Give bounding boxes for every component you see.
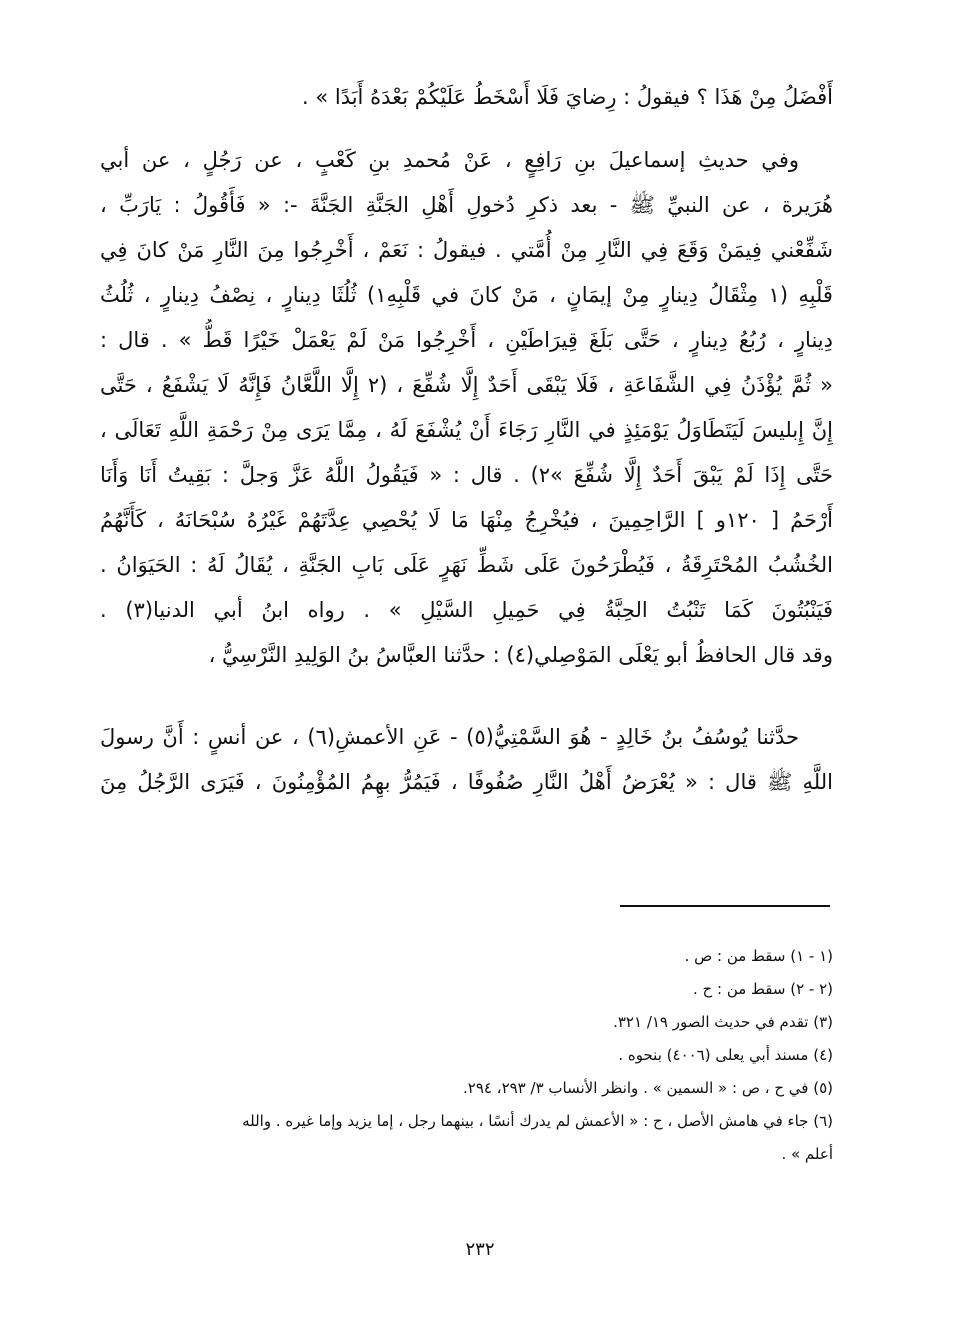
- text-line-7: « ثُمَّ يُؤْذَنُ فِي الشَّفَاعَةِ ، فَلَا يَبْقَى أَحَدٌ إِلَّا شُفِّعَ ، (٢ إِلَّا اللَّعَّانُ فَإِنَّهُ لَا يَشْفَعُ ، حَتَّى: [100, 373, 833, 397]
- footnote-5: (٥) في ح ، ص : « السمين » . وانظر الأنساب ٣/ ٢٩٣، ٢٩٤.: [463, 1079, 833, 1097]
- text-line-1: أَفْضَلُ مِنْ هَذَا ؟ فيقولُ : رِضايَ فَلَا أَسْخَطُ عَلَيْكُمْ بَعْدَهُ أَبَدًا » .: [301, 85, 833, 109]
- text-line-11: الخُشُبُ المُحْتَرِقَةُ ، فَيُطْرَحُونَ عَلَى شَطِّ نَهَرٍ عَلَى بَابِ الجَنَّةِ ، يُقَالُ لَهُ : الحَيَوَانُ .: [100, 553, 833, 577]
- text-line-3: هُرَيرة ، عن النبيِّ ﷺ - بعد ذكرِ دُخولِ أَهْلِ الجَنَّةِ الجَنَّةَ -: « فَأَقُولُ : يَارَبِّ ،: [100, 193, 833, 217]
- text-line-5: قَلْبِهِ (١ مِثْقَالُ دِينارٍ مِنْ إيمَانٍ ، مَنْ كانَ في قَلْبِهِ١) ثُلُثَا دِينارٍ ، نِصْفُ دِينارٍ ، ثُلُثُ: [100, 283, 833, 307]
- text-line-4: شَفِّعْني فِيمَنْ وَقَعَ فِي النَّارِ مِنْ أُمَّتي . فيقولُ : نَعَمْ ، أَخْرِجُوا مِنَ النَّارِ مَنْ كانَ فِي: [100, 238, 833, 262]
- text-line-14: حدَّثنا يُوسُفُ بنُ خَالِدٍ - هُوَ السَّمْتِيُّ(٥) - عَنِ الأعمشِ(٦) ، عن أنسٍ : أَنَّ رسولَ: [100, 725, 800, 749]
- footnote-1: (١ - ١) سقط من : ص .: [684, 947, 833, 965]
- text-line-2: وفي حديثِ إسماعيلَ بنِ رَافِعٍ ، عَنْ مُحمدِ بنِ كَعْبٍ ، عن رَجُلٍ ، عن أبي: [100, 148, 799, 172]
- footnote-4: (٤) مسند أبي يعلى (٤٠٠٦) بنحوه .: [618, 1046, 833, 1064]
- footnote-3: (٣) تقدم في حديث الصور ١٩/ ٣٢١.: [613, 1013, 833, 1031]
- text-line-10: أَرْحَمُ [ ١٢٠و ] الرَّاحِمِينَ ، فيُخْرِجُ مِنْهَا مَا لَا يُحْصِي عِدَّتَهُمْ غَيْرُهُ سُبْحَانَهُ ، كَأَنَّهُمُ: [100, 508, 833, 532]
- footnote-2: (٢ - ٢) سقط من : ح .: [693, 980, 833, 998]
- text-line-12: فَيَنْبُتُونَ كَمَا تَنْبُتُ الحِبَّةُ فِي حَمِيلِ السَّيْلِ » . رواه ابنُ أبي الدنيا(٣) .: [100, 598, 833, 622]
- text-line-8: إِنَّ إِبليسَ لَيَتَطَاوَلُ يَوْمَئِذٍ في النَّارِ رَجَاءَ أَنْ يُشْفَعَ لَهُ ، مِمَّا يَرَى مِنْ رَحْمَةِ اللَّهِ تَعَالَى ،: [100, 418, 833, 442]
- text-line-13: وقد قال الحافظُ أبو يَعْلَى المَوْصِلي(٤) : حدَّثنا العبَّاسُ بنُ الوَلِيدِ النَّرْسِيُّ ،: [208, 643, 833, 667]
- text-line-9: حَتَّى إِذَا لَمْ يَبْقَ أَحَدٌ إِلَّا شُفِّعَ »٢) . قال : « فَيَقُولُ اللَّهُ عَزَّ وَجلَّ : بَقِيتُ أَنَا وَأَنَا: [100, 463, 833, 487]
- footnote-separator: [620, 905, 830, 907]
- text-line-16: [100, 806, 833, 848]
- footnote-6: (٦) جاء في هامش الأصل ، ح : « الأعمش لم يدرك أنسًا ، بينهما رجل ، إما يزيد وإما غيره . والله: [242, 1112, 833, 1130]
- text-line-15: اللَّهِ ﷺ قال : « يُعْرَضُ أَهْلُ النَّارِ صُفُوفًا ، فَيَمُرُّ بهِمُ المُؤْمِنُونَ ، فَيَرَى الرَّجُلُ مِنَ: [100, 770, 833, 794]
- footnote-6-continued: أعلم » .: [781, 1145, 833, 1163]
- page-number: ٢٣٢: [465, 1239, 495, 1260]
- text-line-6: دِينارٍ ، رُبُعُ دِينارٍ ، حَتَّى بَلَغَ قِيرَاطَيْنِ ، أَخْرِجُوا مَنْ لَمْ يَعْمَلْ خَيْرًا قَطُّ » . قال :: [100, 328, 833, 352]
